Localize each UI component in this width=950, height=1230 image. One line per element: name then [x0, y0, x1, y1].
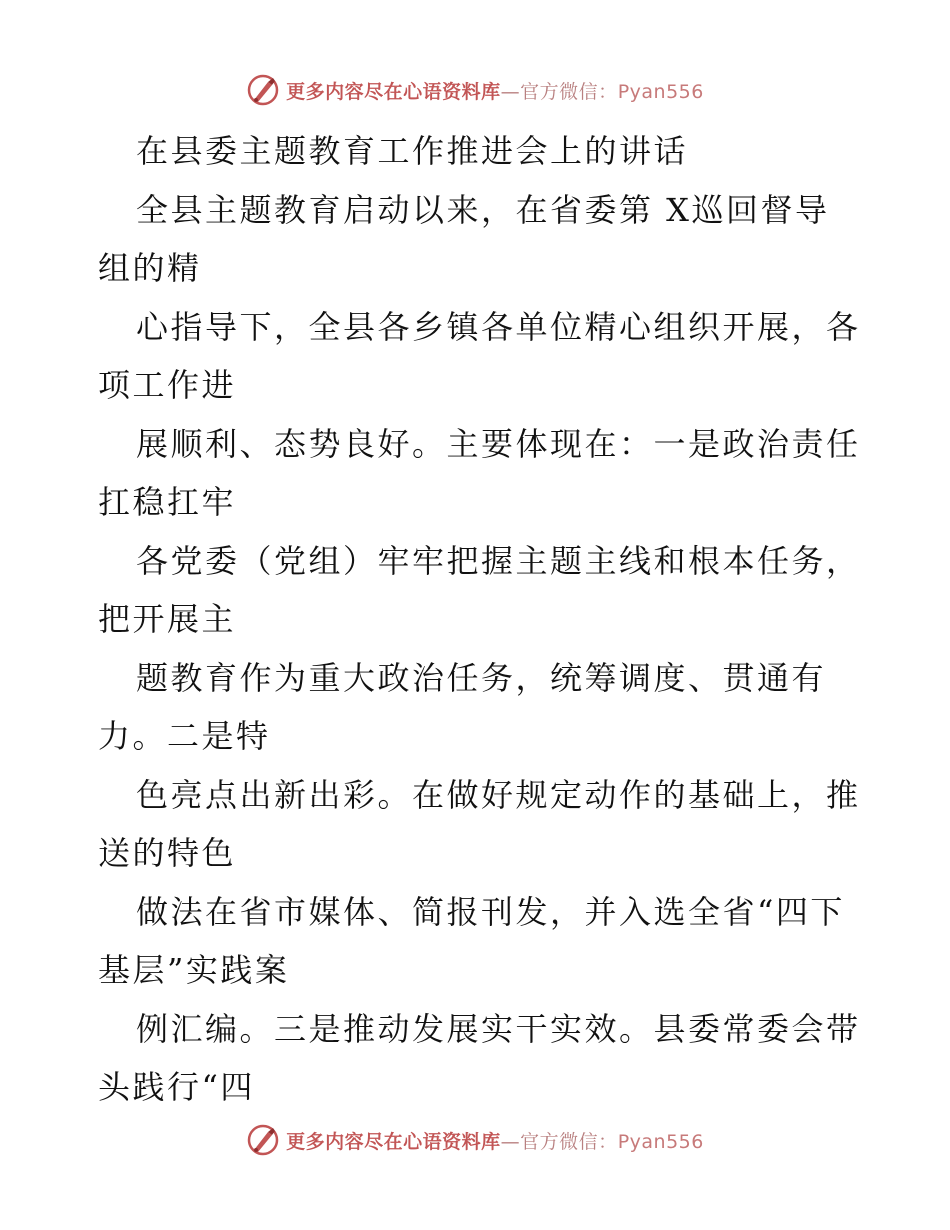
quill-pen-logo-icon	[246, 1123, 280, 1157]
header-watermark-text	[286, 77, 704, 104]
document-body	[98, 122, 861, 1117]
paragraph-line: 做法在省市媒体、简报刊发，并入选全省“四下	[136, 892, 845, 931]
footer-watermark-site: 更多内容尽在心语资料库	[286, 1130, 501, 1153]
paragraph-line: 扛稳扛牢	[98, 483, 237, 521]
paragraph-line: 例汇编。三是推动发展实干实效。县委常委会带	[136, 1009, 861, 1048]
paragraph-line: 头践行“四	[98, 1068, 255, 1106]
paragraph-line: 心指导下，全县各乡镇各单位精心组织开展，各	[136, 307, 861, 346]
paragraph-line: 送的特色	[98, 834, 237, 872]
header-watermark-banner	[0, 70, 950, 110]
footer-watermark-label: —官方微信：	[500, 1130, 618, 1153]
header-watermark-site: 更多内容尽在心语资料库	[286, 80, 501, 103]
paragraph-line: 把开展主	[98, 600, 237, 638]
header-watermark-label: —官方微信：	[500, 80, 618, 103]
header-watermark-id: Pyan556	[617, 80, 704, 103]
quill-pen-logo-icon	[246, 73, 280, 107]
paragraph-line: 全县主题教育启动以来，在省委第 X巡回督导	[136, 190, 830, 229]
paragraph-line: 展顺利、态势良好。主要体现在：一是政治责任	[136, 424, 861, 463]
paragraph-line: 组的精	[98, 249, 202, 287]
paragraph-line: 力。二是特	[98, 717, 271, 755]
footer-watermark-text	[286, 1127, 704, 1154]
paragraph-line: 色亮点出新出彩。在做好规定动作的基础上，推	[136, 775, 861, 814]
footer-watermark-banner	[0, 1120, 950, 1160]
paragraph-line: 题教育作为重大政治任务，统筹调度、贯通有	[136, 658, 827, 697]
paragraph-line: 项工作进	[98, 366, 237, 404]
footer-watermark-id: Pyan556	[617, 1130, 704, 1153]
paragraph-line: 基层”实践案	[98, 951, 290, 989]
paragraph-line: 各党委（党组）牢牢把握主题主线和根本任务，	[136, 541, 861, 580]
document-title: 在县委主题教育工作推进会上的讲话	[136, 132, 689, 170]
